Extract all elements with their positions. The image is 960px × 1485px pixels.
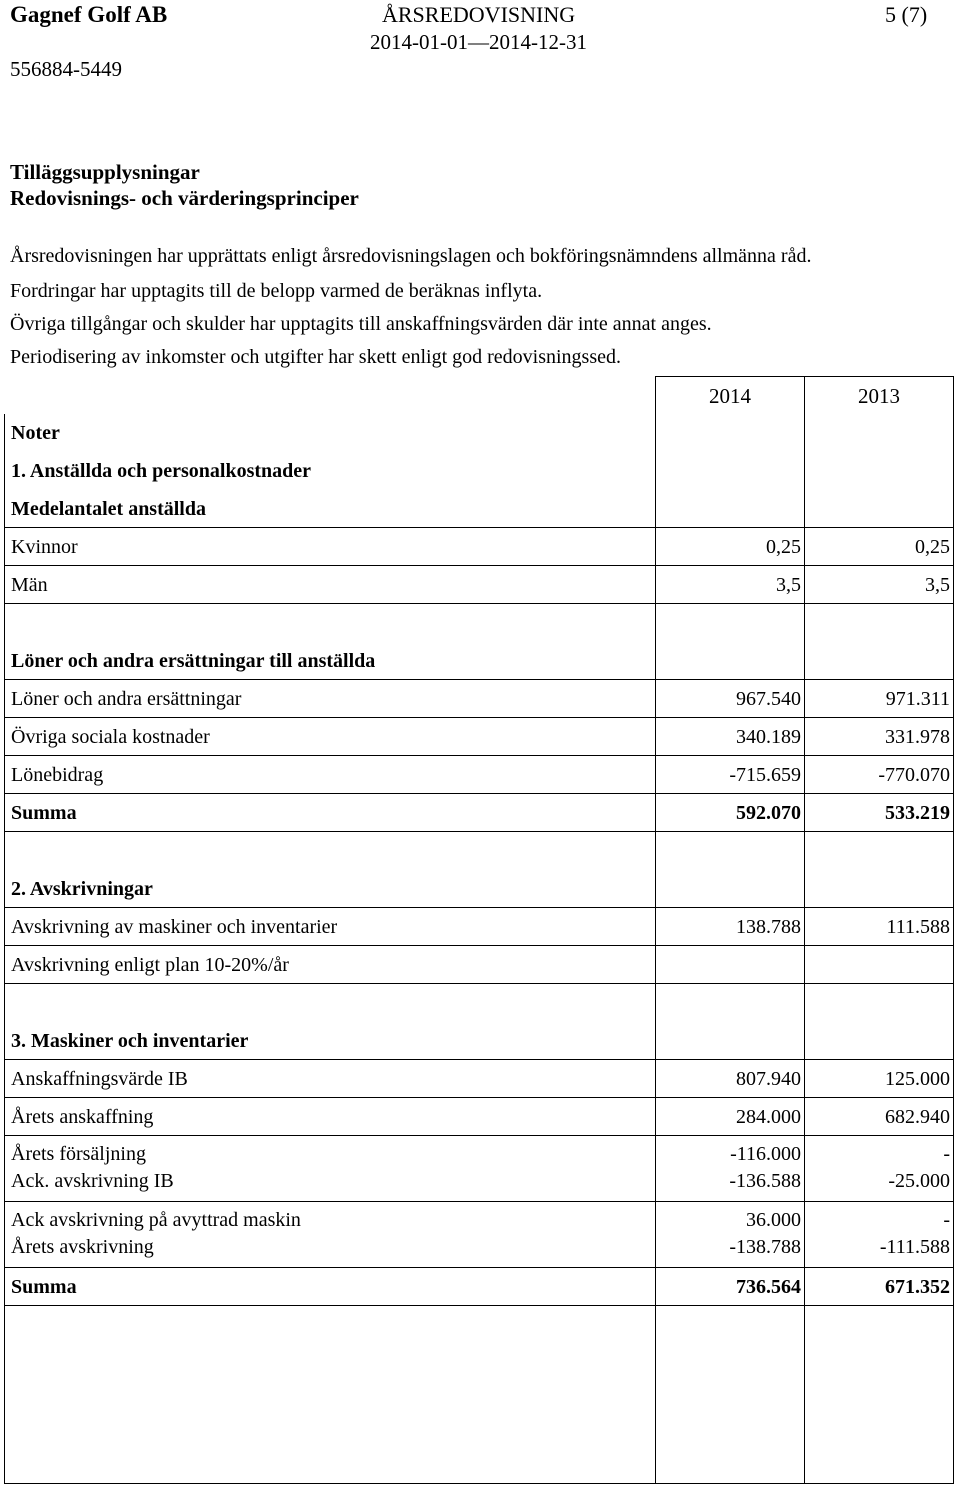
value-2013: 3,5 [804,566,954,603]
row-label: Män [4,566,655,603]
value-2014: 36.000 [746,1209,801,1231]
table-row [4,1060,954,1098]
value-2014: 807.940 [655,1060,804,1097]
table-row [4,1202,954,1268]
table-row [4,642,954,680]
row-label: Lönebidrag [4,756,655,793]
note3-title: 3. Maskiner och inventarier [4,1022,655,1059]
sum-2014: 736.564 [655,1268,804,1305]
row-label: Årets avskrivning [11,1236,154,1258]
value-2014: -138.788 [729,1236,801,1258]
sum-2014: 592.070 [655,794,804,831]
year-2014-header: 2014 [655,376,804,414]
value-2014: 138.788 [655,908,804,945]
value-2013: 0,25 [804,528,954,565]
note2-title: 2. Avskrivningar [4,870,655,907]
value-2013: 331.978 [804,718,954,755]
row-label: Kvinnor [4,528,655,565]
table-row [4,718,954,756]
table-row [4,414,954,452]
spacer-row [4,832,954,870]
value-2013: -25.000 [888,1170,950,1192]
row-label: Övriga sociala kostnader [4,718,655,755]
note1-title: 1. Anställda och personalkostnader [4,452,655,490]
paragraph-principle-1: Årsredovisningen har upprättats enligt årsredovisningslagen och bokföringsnämndens allmänna råd. [10,245,812,267]
sum-label: Summa [4,1268,655,1305]
report-period: 2014-01-01—2014-12-31 [370,30,587,54]
row-label: Avskrivning enligt plan 10-20%/år [4,946,655,983]
table-row [4,946,954,984]
table-row [4,908,954,946]
spacer-row [4,984,954,1022]
value-2013: 971.311 [804,680,954,717]
row-label: Löner och andra ersättningar [4,680,655,717]
table-row [4,680,954,718]
row-label: Årets anskaffning [4,1098,655,1135]
table-row [4,1098,954,1136]
notes-table [4,376,954,1484]
value-2013: -770.070 [804,756,954,793]
noter-heading: Noter [4,414,655,452]
sum-2013: 533.219 [804,794,954,831]
spacer-row [4,604,954,642]
paragraph-principle-4: Periodisering av inkomster och utgifter har skett enligt god redovisningssed. [10,346,621,368]
table-row [4,756,954,794]
paragraph-principle-2: Fordringar har upptagits till de belopp varmed de beräknas inflyta. [10,280,543,302]
table-row [4,1136,954,1202]
row-label: Ack. avskrivning IB [11,1170,174,1192]
table-row [4,1268,954,1306]
table-row [4,1022,954,1060]
value-2013: -111.588 [879,1236,950,1258]
page-number: 5 (7) [885,2,928,27]
empty-trailing-row [4,1306,954,1484]
table-row [4,528,954,566]
table-row [4,794,954,832]
table-row [4,566,954,604]
value-2013: - [943,1143,950,1165]
value-2014: 340.189 [655,718,804,755]
row-label: Avskrivning av maskiner och inventarier [4,908,655,945]
value-2013: 111.588 [804,908,954,945]
value-2014: -136.588 [729,1170,801,1192]
section-title-supplementary: Tilläggsupplysningar [10,160,200,184]
value-2014: 284.000 [655,1098,804,1135]
sum-2013: 671.352 [804,1268,954,1305]
section-title-principles: Redovisnings- och värderingsprinciper [10,186,359,210]
value-2014: -715.659 [655,756,804,793]
salaries-heading: Löner och andra ersättningar till anställda [4,642,655,679]
value-2014: 967.540 [655,680,804,717]
row-label: Anskaffningsvärde IB [4,1060,655,1097]
value-2014: -116.000 [730,1143,801,1165]
value-2013: 682.940 [804,1098,954,1135]
table-row [4,490,954,528]
year-2013-header: 2013 [804,376,954,414]
value-2014: 0,25 [655,528,804,565]
document-title: ÅRSREDOVISNING [382,2,576,27]
paragraph-principle-3: Övriga tillgångar och skulder har upptagits till anskaffningsvärden där inte annat anges. [10,313,712,335]
org-number: 556884-5449 [10,57,122,81]
row-label: Ack avskrivning på avyttrad maskin [11,1209,301,1231]
company-name: Gagnef Golf AB [10,2,168,27]
value-2013: - [943,1209,950,1231]
note1-subtitle: Medelantalet anställda [4,490,655,527]
row-label: Årets försäljning [11,1143,146,1165]
value-2014: 3,5 [655,566,804,603]
year-header-row [4,376,954,414]
table-row [4,870,954,908]
value-2013: 125.000 [804,1060,954,1097]
table-row [4,452,954,490]
sum-label: Summa [4,794,655,831]
